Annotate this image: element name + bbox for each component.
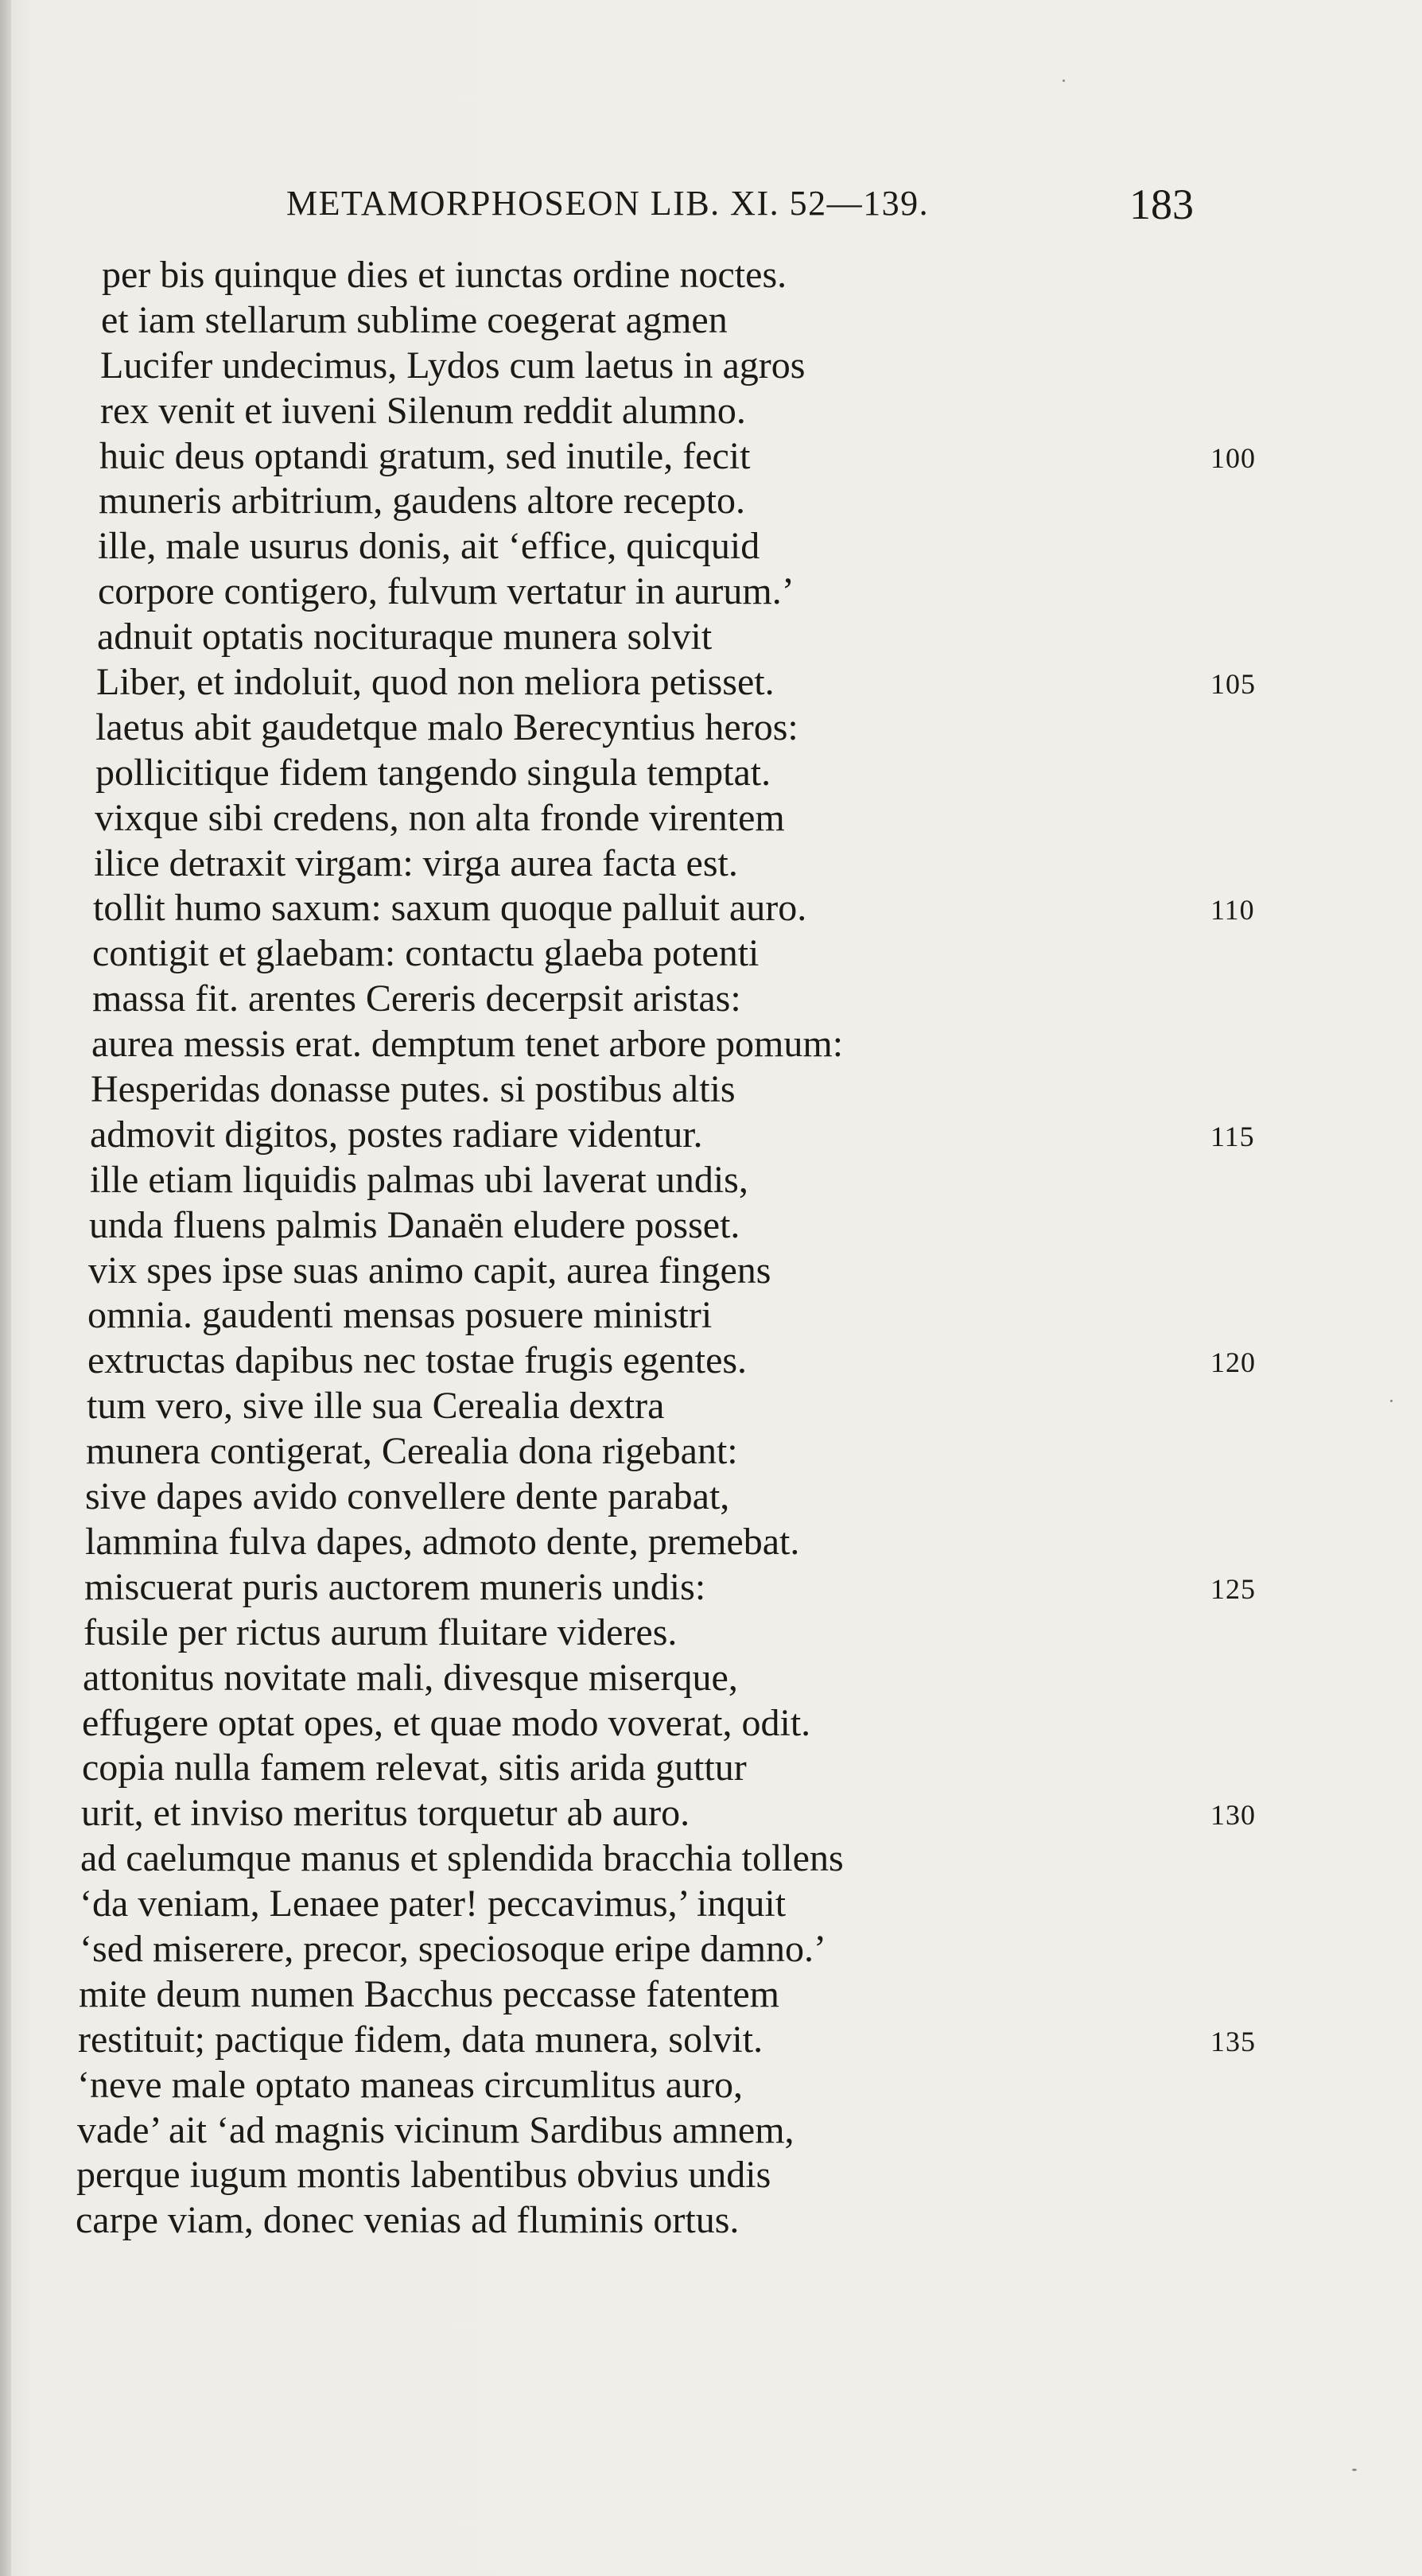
verse-line <box>0 1746 1422 1791</box>
verse-line <box>0 1656 1422 1701</box>
verse-text: ‘neve male optato maneas circumlitus auro, <box>77 2063 744 2106</box>
line-number: 120 <box>1210 1346 1256 1379</box>
verse-text: lammina fulva dapes, admoto dente, premebat. <box>85 1520 800 1563</box>
verse-line <box>0 434 1422 480</box>
verse-text: Hesperidas donasse putes. si postibus altis <box>91 1068 736 1111</box>
line-number: 110 <box>1210 894 1255 927</box>
verse-text: munera contigerat, Cerealia dona rigebant: <box>86 1430 738 1473</box>
verse-text: massa fit. arentes Cereris decerpsit aristas: <box>92 977 741 1020</box>
verse-text: ilice detraxit virgam: virga aurea facta est. <box>94 841 738 884</box>
verse-text: ‘da veniam, Lenaee pater! peccavimus,’ inquit <box>80 1882 787 1925</box>
verse-line <box>0 1022 1422 1067</box>
verse-text: ad caelumque manus et splendida bracchia tollens <box>80 1837 844 1880</box>
verse-text: restituit; pactique fidem, data munera, solvit. <box>78 2018 763 2061</box>
verse-line <box>0 1701 1422 1746</box>
verse-text: contigit et glaebam: contactu glaeba potenti <box>92 932 760 975</box>
verse-text: ille etiam liquidis palmas ubi laverat undis, <box>90 1158 748 1201</box>
line-number: 115 <box>1210 1120 1255 1152</box>
verse-text: urit, et inviso meritus torquetur ab auro. <box>81 1792 690 1835</box>
verse-text: tum vero, sive ille sua Cerealia dextra <box>87 1385 665 1428</box>
verse-text: Liber, et indoluit, quod non meliora petisset. <box>96 661 775 704</box>
verse-line <box>0 524 1422 569</box>
line-number: 135 <box>1210 2025 1256 2057</box>
verse-text: adnuit optatis nocituraque munera solvit <box>97 616 713 659</box>
verse-line <box>0 660 1422 705</box>
verse-line <box>0 1249 1422 1294</box>
verse-text: copia nulla famem relevat, sitis arida guttur <box>82 1746 747 1789</box>
verse-line <box>0 886 1422 931</box>
verse-text: tollit humo saxum: saxum quoque palluit auro. <box>93 887 807 930</box>
verse-column <box>0 253 1422 2244</box>
verse-text: laetus abit gaudetque malo Berecyntius heros: <box>95 705 798 748</box>
verse-line <box>0 796 1422 841</box>
verse-text: effugere optat opes, et quae modo voverat, odit. <box>82 1701 811 1744</box>
verse-line <box>0 1067 1422 1113</box>
verse-line <box>0 977 1422 1022</box>
verse-text: et iam stellarum sublime coegerat agmen <box>101 298 728 341</box>
verse-text: vix spes ipse suas animo capit, aurea fingens <box>88 1249 771 1292</box>
verse-line <box>0 389 1422 434</box>
verse-line <box>0 1384 1422 1429</box>
verse-line <box>0 1520 1422 1565</box>
verse-line <box>0 841 1422 887</box>
verse-text: miscuerat puris auctorem muneris undis: <box>84 1565 706 1608</box>
verse-line <box>0 1429 1422 1474</box>
verse-line <box>0 2198 1422 2244</box>
verse-line <box>0 1791 1422 1836</box>
verse-text: extructas dapibus nec tostae frugis egentes. <box>87 1339 748 1382</box>
running-title: METAMORPHOSEON LIB. XI. 52—139. <box>286 184 930 223</box>
verse-line <box>0 1972 1422 2018</box>
verse-text: sive dapes avido convellere dente parabat, <box>85 1475 730 1518</box>
verse-text: vade’ ait ‘ad magnis vicinum Sardibus amnem, <box>77 2108 795 2151</box>
verse-line <box>0 1293 1422 1339</box>
verse-text: Lucifer undecimus, Lydos cum laetus in agros <box>100 344 806 387</box>
verse-text: ‘sed miserere, precor, speciosoque eripe damno.’ <box>80 1927 827 1970</box>
verse-line <box>0 931 1422 977</box>
verse-line <box>0 479 1422 524</box>
verse-text: huic deus optandi gratum, sed inutile, fecit <box>99 434 751 477</box>
verse-line <box>0 2063 1422 2108</box>
verse-line <box>0 1474 1422 1520</box>
line-number: 125 <box>1210 1572 1256 1605</box>
verse-line <box>0 1836 1422 1882</box>
verse-text: attonitus novitate mali, divesque miserque, <box>83 1656 738 1699</box>
verse-line <box>0 1339 1422 1384</box>
verse-text: rex venit et iuveni Silenum reddit alumno. <box>100 389 746 432</box>
verse-text: muneris arbitrium, gaudens altore recepto. <box>99 480 746 523</box>
verse-line <box>0 1113 1422 1158</box>
verse-line <box>0 298 1422 344</box>
verse-text: carpe viam, donec venias ad fluminis ortus. <box>76 2199 740 2242</box>
line-number: 130 <box>1210 1799 1256 1832</box>
verse-text: mite deum numen Bacchus peccasse fatentem <box>79 1972 779 2015</box>
verse-text: unda fluens palmis Danaën eludere posset. <box>89 1203 740 1246</box>
verse-line <box>0 2108 1422 2154</box>
verse-line <box>0 2153 1422 2198</box>
verse-line <box>0 1927 1422 1972</box>
verse-text: aurea messis erat. demptum tenet arbore pomum: <box>91 1023 844 1066</box>
verse-text: vixque sibi credens, non alta fronde virentem <box>95 796 785 839</box>
line-number: 105 <box>1210 668 1256 701</box>
verse-text: omnia. gaudenti mensas posuere ministri <box>87 1294 713 1337</box>
verse-text: pollicitique fidem tangendo singula temptat. <box>95 751 771 794</box>
verse-line <box>0 1158 1422 1203</box>
paper-speck <box>1390 1400 1393 1402</box>
verse-line <box>0 253 1422 298</box>
verse-text: admovit digitos, postes radiare videntur. <box>90 1113 703 1156</box>
verse-text: corpore contigero, fulvum vertatur in aurum.’ <box>98 570 795 613</box>
verse-text: per bis quinque dies et iunctas ordine noctes. <box>102 254 787 296</box>
verse-line <box>0 615 1422 660</box>
page-number: 183 <box>1129 181 1194 228</box>
verse-text: perque iugum montis labentibus obvius undis <box>76 2154 771 2197</box>
verse-line <box>0 569 1422 615</box>
paper-speck <box>1352 2469 1357 2471</box>
paper-speck <box>1063 80 1065 82</box>
verse-line <box>0 2018 1422 2063</box>
verse-line <box>0 1610 1422 1656</box>
verse-line <box>0 1203 1422 1249</box>
verse-line <box>0 751 1422 796</box>
line-number: 100 <box>1210 441 1256 474</box>
verse-text: fusile per rictus aurum fluitare videres. <box>84 1610 678 1653</box>
verse-line <box>0 705 1422 751</box>
verse-line <box>0 344 1422 389</box>
verse-line <box>0 1882 1422 1927</box>
verse-line <box>0 1565 1422 1610</box>
verse-text: ille, male usurus donis, ait ‘effice, quicquid <box>98 525 760 568</box>
